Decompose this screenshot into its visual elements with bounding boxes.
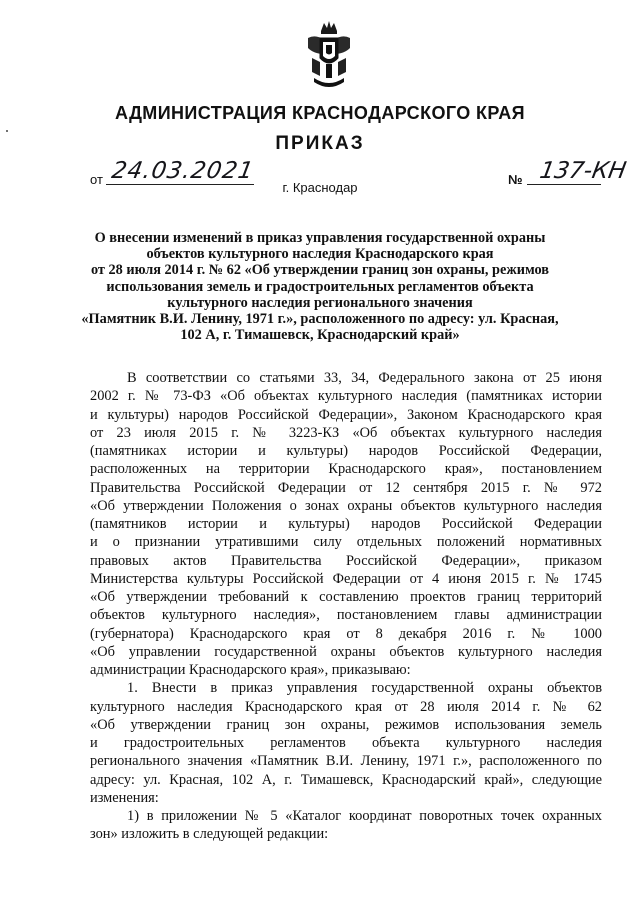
margin-mark	[6, 130, 8, 132]
subject-line: О внесении изменений в приказ управления государственной охраны	[94, 230, 546, 246]
subject-line: объектов культурного наследия Краснодарского края	[146, 246, 494, 263]
number-label: №	[508, 172, 523, 187]
subject-line: от 28 июля 2014 г. № 62 «Об утверждении границ зон охраны, режимов	[90, 262, 550, 279]
body-line: от 23 июля 2015 г. № 3223-КЗ «Об объектах культурного наследия	[90, 424, 602, 441]
body-line: 2002 г. № 73-ФЗ «Об объектах культурного наследия (памятниках истории	[90, 388, 602, 405]
city-label: г. Краснодар	[282, 180, 358, 195]
body-line: Министерства культуры Российской Федерации от 4 июня 2015 г. № 1745	[90, 570, 602, 587]
body-line: (памятниках истории и культуры) народов Российской Федерации,	[90, 443, 602, 459]
clause-1-paragraph	[90, 679, 602, 807]
subclause-1-paragraph	[90, 807, 602, 844]
coat-of-arms-icon	[302, 18, 356, 94]
body-line: «Об утверждении границ зон охраны, режимов использования земель	[90, 716, 602, 733]
document-type-title: ПРИКАЗ	[275, 133, 365, 154]
body-line: регионального значения «Памятник В.И. Ленину, 1971 г.», расположенного по	[90, 753, 602, 770]
subject-line: «Памятник В.И. Ленину, 1971 г.», расположенного по адресу: ул. Красная,	[81, 311, 559, 328]
body-line: правовых актов Правительства Российской Федерации», приказом	[90, 552, 602, 569]
order-subject	[75, 230, 565, 343]
body-line: и о признании утратившими силу отдельных положений нормативных	[90, 534, 602, 551]
body-line: и градостроительных регламентов объекта культурного наследия	[90, 735, 602, 751]
body-line: Правительства Российской Федерации от 12 сентября 2015 г. № 972	[90, 479, 602, 496]
body-line: «Об утверждении Положения о зонах охраны объектов культурного наследия	[90, 497, 602, 514]
body-line: расположенных на территории Краснодарского края», постановлением	[90, 461, 602, 478]
handwritten-number: 137-КН	[537, 158, 629, 184]
body-line: и культуры) народов Российской Федерации», Законом Краснодарского края	[90, 406, 602, 423]
subject-line: использования земель и градостроительных регламентов объекта	[106, 278, 534, 295]
body-line: «Об управлении государственной охраны объектов культурного наследия	[90, 643, 602, 660]
order-body	[90, 369, 602, 844]
organization-title: АДМИНИСТРАЦИЯ КРАСНОДАРСКОГО КРАЯ	[115, 103, 525, 123]
body-line: (памятников истории и культуры) народов Российской Федерации	[90, 516, 602, 532]
body-line: объектов культурного наследия», постановлением главы администрации	[90, 607, 602, 624]
date-from-label: от	[90, 172, 103, 187]
body-line: «Об утверждении требований к составлению проектов границ территорий	[90, 589, 602, 605]
body-line: В соответствии со статьями 33, 34, Федерального закона от 25 июня	[127, 370, 602, 386]
body-line: 1) в приложении № 5 «Каталог координат поворотных точек охранных	[127, 808, 602, 824]
body-line: культурного наследия Краснодарского края от 28 июля 2014 г. № 62	[90, 698, 602, 715]
body-line: адресу: ул. Красная, 102 А, г. Тимашевск, Краснодарский край», следующие	[90, 771, 602, 788]
handwritten-date: 24.03.2021	[109, 158, 256, 184]
subject-line: 102 А, г. Тимашевск, Краснодарский край»	[180, 327, 460, 344]
body-line: администрации Краснодарского края», приказываю:	[90, 662, 411, 678]
subject-line: культурного наследия регионального значения	[167, 294, 473, 311]
body-line: изменения:	[90, 789, 159, 806]
body-line: зон» изложить в следующей редакции:	[90, 826, 329, 843]
preamble-paragraph	[90, 369, 602, 679]
body-line: 1. Внести в приказ управления государственной охраны объектов	[127, 680, 602, 697]
body-line: (губернатора) Краснодарского края от 8 декабря 2016 г. № 1000	[90, 625, 602, 642]
